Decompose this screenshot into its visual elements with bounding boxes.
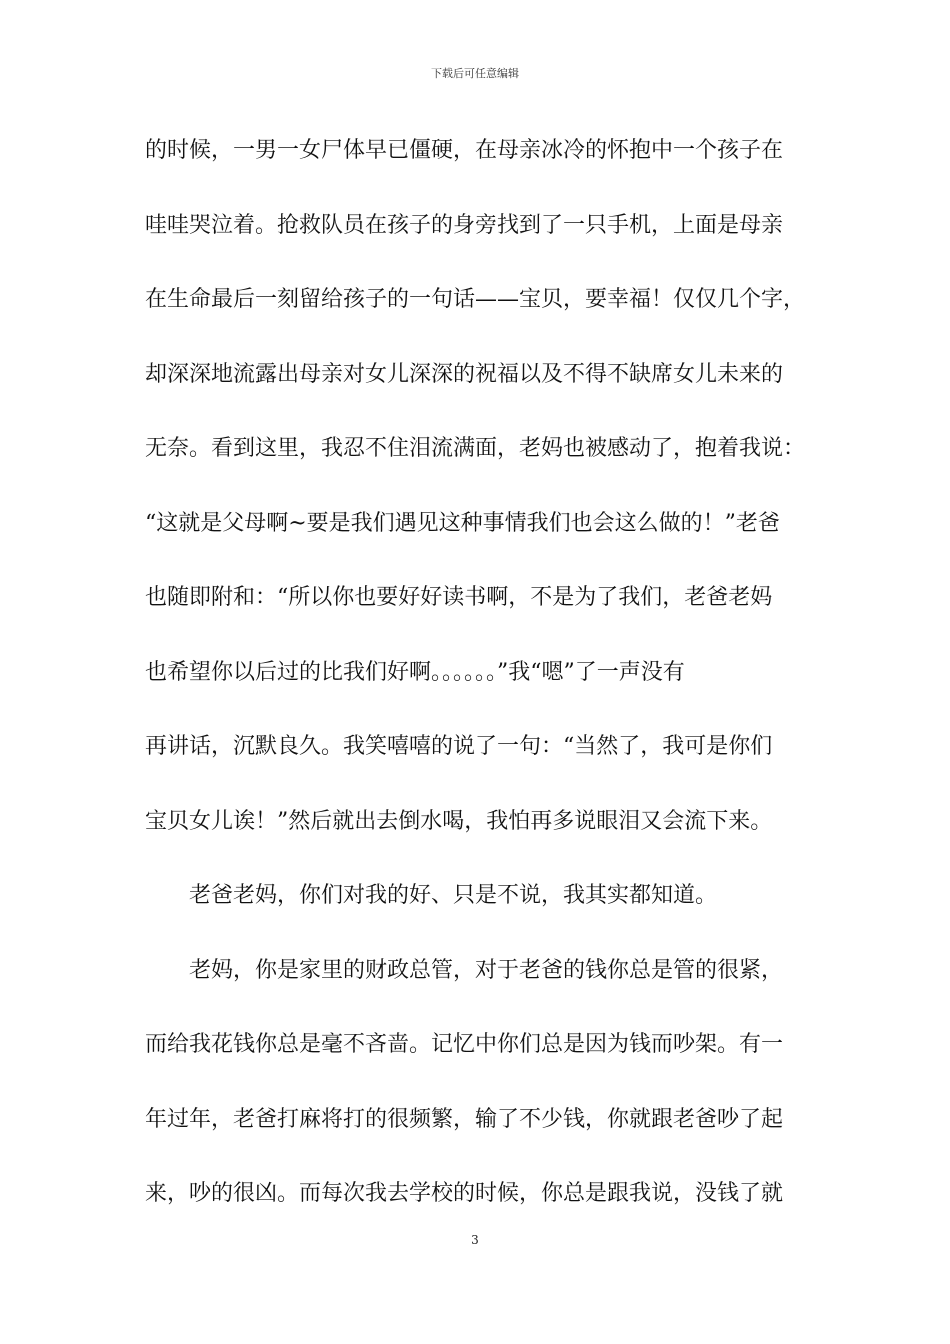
text-line: 来，吵的很凶。而每次我去学校的时候，你总是跟我说，没钱了就 <box>145 1181 784 1206</box>
text-line: 无奈。看到这里，我忍不住泪流满面，老妈也被感动了，抱着我说： <box>145 436 806 461</box>
text-line: 哇哇哭泣着。抢救队员在孩子的身旁找到了一只手机，上面是母亲 <box>145 212 784 238</box>
text-line: 也随即附和：“所以你也要好好读书啊，不是为了我们，老爸老妈 <box>145 585 773 610</box>
text-line: 也希望你以后过的比我们好啊。。。。。。”我“嗯”了一声没有 <box>145 659 685 685</box>
text-line: 而给我花钱你总是毫不吝啬。记忆中你们总是因为钱而吵架。有一 <box>145 1032 784 1057</box>
page-header: 下载后可任意编辑 <box>431 67 519 80</box>
text-line: “这就是父母啊~要是我们遇见这种事情我们也会这么做的！”老爸 <box>145 510 780 536</box>
body-text <box>145 128 815 1246</box>
text-line: 宝贝女儿诶！”然后就出去倒水喝，我怕再多说眼泪又会流下来。 <box>145 808 773 834</box>
text-line: 再讲话，沉默良久。我笑嘻嘻的说了一句：“当然了，我可是你们 <box>145 734 773 759</box>
text-line: 却深深地流露出母亲对女儿深深的祝福以及不得不缺席女儿未来的 <box>145 361 784 387</box>
text-line: 的时候，一男一女尸体早已僵硬，在母亲冰冷的怀抱中一个孩子在 <box>145 138 784 163</box>
paragraph-first-line: 老妈，你是家里的财政总管，对于老爸的钱你总是管的很紧， <box>189 957 784 983</box>
paragraph-first-line: 老爸老妈，你们对我的好、只是不说，我其实都知道。 <box>189 883 718 908</box>
page-number: 3 <box>471 1233 479 1247</box>
text-line: 在生命最后一刻留给孩子的一句话——宝贝，要幸福！仅仅几个字， <box>145 287 806 312</box>
text-line: 年过年，老爸打麻将打的很频繁，输了不少钱，你就跟老爸吵了起 <box>145 1106 784 1132</box>
